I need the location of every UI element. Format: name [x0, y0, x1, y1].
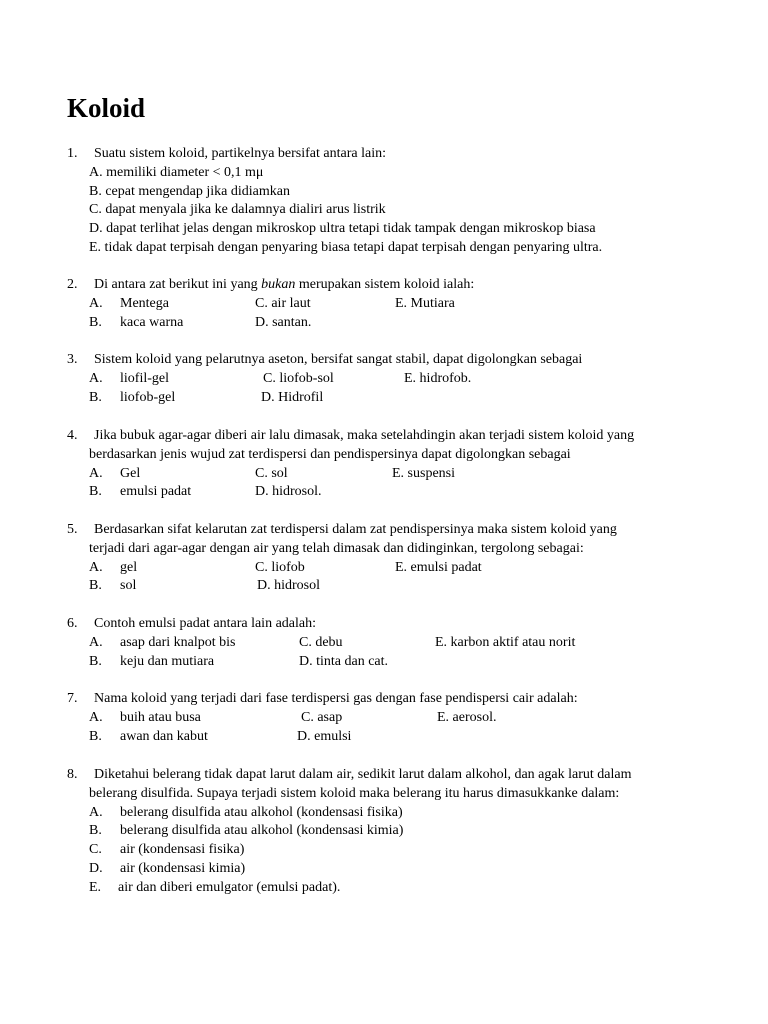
option-e: E. suspensi: [392, 465, 455, 481]
question-7: [67, 690, 747, 746]
question-3: [67, 351, 747, 407]
option-e: E. hidrofob.: [404, 370, 472, 386]
question-stem: Contoh emulsi padat antara lain adalah:: [94, 616, 316, 631]
emphasis-word: bukan: [261, 277, 296, 292]
question-2: [67, 276, 747, 332]
option-c: air (kondensasi fisika): [120, 842, 245, 858]
option-c-letter: C.: [89, 842, 102, 858]
option-b: belerang disulfida atau alkohol (kondensasi kimia): [120, 823, 404, 839]
option-a: gel: [120, 559, 138, 575]
option-d: air (kondensasi kimia): [120, 860, 246, 876]
option-a-letter: A.: [89, 634, 103, 650]
option-a-letter: A.: [89, 295, 103, 311]
option-b: B. cepat mengendap jika didiamkan: [89, 183, 290, 199]
option-e: E. tidak dapat terpisah dengan penyaring biasa tetapi dapat terpisah dengan penyaring ultra.: [89, 239, 603, 255]
option-c: C. asap: [301, 709, 343, 725]
option-a-letter: A.: [89, 804, 103, 820]
question-number: 7.: [67, 691, 78, 706]
option-a: belerang disulfida atau alkohol (kondensasi fisika): [120, 804, 403, 820]
option-b: keju dan mutiara: [120, 653, 215, 669]
option-b-letter: B.: [89, 653, 102, 669]
option-d: D. tinta dan cat.: [299, 653, 389, 669]
question-number: 8.: [67, 767, 78, 782]
question-number: 6.: [67, 616, 78, 631]
question-6: [67, 615, 747, 671]
option-b-letter: B.: [89, 823, 102, 839]
option-c: C. liofob: [255, 559, 305, 575]
page-title: Koloid: [67, 93, 146, 123]
question-stem: Diketahui belerang tidak dapat larut dalam air, sedikit larut dalam alkohol, dan agak larut dalam: [94, 767, 632, 782]
option-a: Mentega: [120, 295, 169, 311]
option-d: D. Hidrofil: [261, 389, 324, 405]
question-stem: Suatu sistem koloid, partikelnya bersifat antara lain:: [94, 146, 386, 161]
option-b-letter: B.: [89, 389, 102, 405]
option-b: kaca warna: [120, 314, 184, 330]
option-a-letter: A.: [89, 709, 103, 725]
option-a: liofil-gel: [120, 370, 169, 386]
question-1: [67, 145, 747, 258]
option-d: D. dapat terlihat jelas dengan mikroskop ultra tetapi tidak tampak dengan mikroskop biasa: [89, 221, 596, 237]
option-c: C. dapat menyala jika ke dalamnya dialiri arus listrik: [89, 202, 386, 218]
question-number: 4.: [67, 428, 78, 443]
option-b: sol: [120, 578, 137, 594]
question-stem: Jika bubuk agar-agar diberi air lalu dimasak, maka setelahdingin akan terjadi sistem koloid yang: [94, 428, 635, 443]
question-stem: Nama koloid yang terjadi dari fase terdispersi gas dengan fase pendispersi cair adalah:: [94, 691, 578, 706]
option-c: C. liofob-sol: [263, 370, 334, 386]
question-4: [67, 427, 747, 502]
option-a: Gel: [120, 465, 141, 481]
option-c: C. sol: [255, 465, 288, 481]
option-a: buih atau busa: [120, 709, 201, 725]
option-a-letter: A.: [89, 370, 103, 386]
option-e-letter: E.: [89, 879, 102, 895]
question-stem-continued: belerang disulfida. Supaya terjadi sistem koloid maka belerang itu harus dimasukkanke dalam:: [89, 785, 620, 801]
option-b: liofob-gel: [120, 389, 176, 405]
option-e: E. emulsi padat: [395, 559, 482, 575]
question-number: 1.: [67, 146, 78, 161]
option-b-letter: B.: [89, 728, 102, 744]
question-number: 5.: [67, 522, 78, 537]
question-5: [67, 521, 747, 596]
option-e: E. aerosol.: [437, 709, 497, 725]
question-stem: Berdasarkan sifat kelarutan zat terdispersi dalam zat pendispersinya maka sistem koloid yang: [94, 522, 617, 537]
question-8: [67, 766, 747, 898]
option-c: C. air laut: [255, 295, 311, 311]
option-b: awan dan kabut: [120, 728, 208, 744]
option-a-letter: A.: [89, 465, 103, 481]
option-d: D. hidrosol.: [255, 484, 322, 500]
option-b: emulsi padat: [120, 484, 192, 500]
option-b-letter: B.: [89, 578, 102, 594]
option-d-letter: D.: [89, 860, 103, 876]
option-b-letter: B.: [89, 484, 102, 500]
question-stem-continued: terjadi dari agar-agar dengan air yang telah dimasak dan didinginkan, tergolong sebagai:: [89, 540, 584, 556]
option-e: E. karbon aktif atau norit: [435, 634, 576, 650]
option-d: D. emulsi: [297, 728, 352, 744]
option-d: D. santan.: [255, 314, 312, 330]
option-e: E. Mutiara: [395, 295, 455, 311]
question-number: 3.: [67, 352, 78, 367]
option-a: asap dari knalpot bis: [120, 634, 236, 650]
question-stem: Di antara zat berikut ini yang bukan merupakan sistem koloid ialah:: [94, 277, 475, 292]
option-a-letter: A.: [89, 559, 103, 575]
question-number: 2.: [67, 277, 78, 292]
option-c: C. debu: [299, 634, 343, 650]
option-e: air dan diberi emulgator (emulsi padat).: [118, 879, 341, 895]
question-stem: Sistem koloid yang pelarutnya aseton, bersifat sangat stabil, dapat digolongkan sebagai: [94, 352, 583, 367]
option-a: A. memiliki diameter < 0,1 mμ: [89, 164, 264, 180]
option-d: D. hidrosol: [257, 578, 320, 594]
option-b-letter: B.: [89, 314, 102, 330]
question-stem-continued: berdasarkan jenis wujud zat terdispersi dan pendispersinya dapat digolongkan sebagai: [89, 446, 571, 462]
